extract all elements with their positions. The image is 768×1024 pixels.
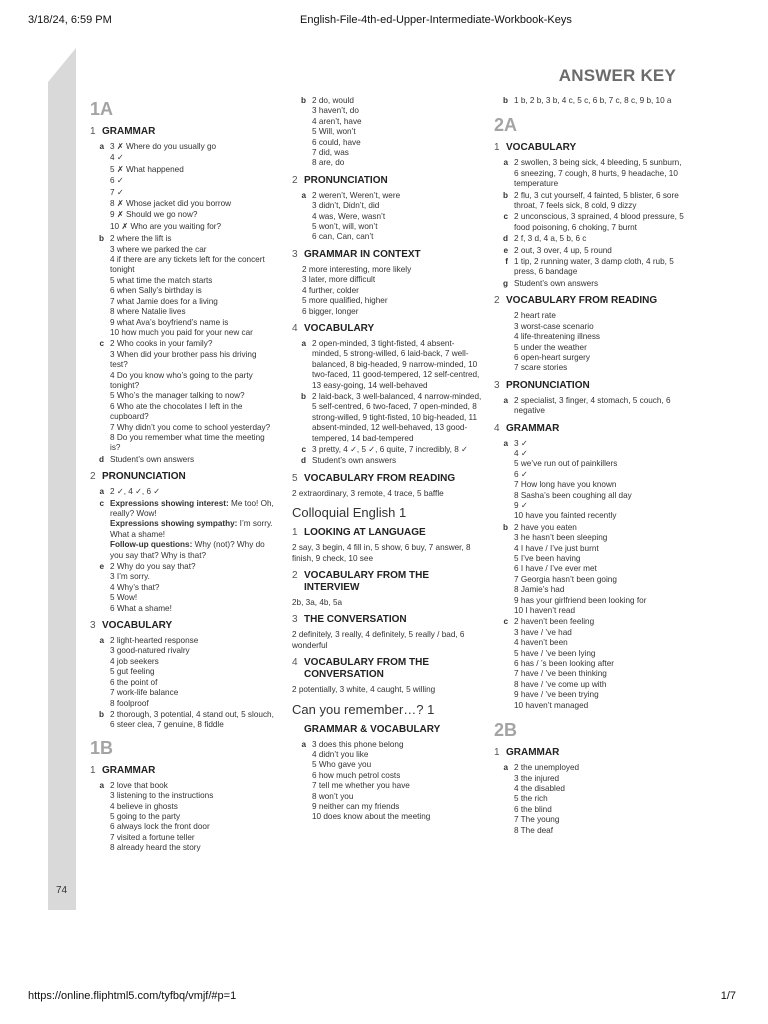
answer-line: 3 good-natured rivalry [110, 646, 190, 656]
answer-line: 6 when Sally’s birthday is [110, 286, 202, 296]
exercise-a: a 3 ✓ 4 ✓ 5 we’ve run out of painkillers 6 ✓ 7 How long have you known 8 Sasha’s been coughing all day 9 ✓ 10 have you fainted recently [494, 439, 686, 522]
answer-line: 8 are, do [312, 158, 345, 168]
answer-line: 6 Who ate the chocolates I left in the cupboard? [110, 401, 243, 422]
section-heading: 2 PRONUNCIATION [90, 471, 186, 483]
answer-line: 5 ✗ What happened [110, 164, 184, 174]
answer-line: 4 I have / I’ve just burnt [514, 543, 599, 553]
answer-line: 9 ✗ Should we go now? [110, 210, 198, 220]
answer-line: 2 love that book [110, 780, 168, 790]
exercise-a: a 2 weren’t, Weren’t, were 3 didn’t, Didn’t, did 4 was, Were, wasn’t 5 won’t, will, won’t 6 can, Can, can’t [292, 191, 482, 243]
answer-line: 5 have / ’ve been lying [514, 648, 596, 658]
answer-line: 3 he hasn’t been sleeping [514, 533, 608, 543]
answer-line: 3 When did your brother pass his driving test? [110, 349, 257, 370]
document-title: English-File-4th-ed-Upper-Intermediate-Workbook-Keys [300, 14, 572, 26]
unit-heading-2b: 2B [494, 720, 518, 741]
unit-heading-1a: 1A [90, 99, 114, 119]
answer-line: 8 The deaf [514, 825, 553, 835]
section-heading: GRAMMAR & VOCABULARY [304, 723, 441, 735]
answer-line: 2 where the lift is [110, 234, 172, 244]
answer-line: 6 open-heart surgery [514, 352, 591, 362]
exercise-a: a 3 does this phone belong 4 didn’t you like 5 Who gave you 6 how much petrol costs 7 tell me whether you have 8 won’t you 9 neither can my friends 10 does know about the meeting [292, 740, 482, 823]
answer-line: 3 haven’t, do [312, 106, 359, 116]
answer-line: 3 ✓ [514, 438, 528, 448]
answer-line: 4 ✓ [514, 448, 528, 458]
answer-line: 4 life-threatening illness [514, 332, 601, 342]
answer-line: 8 already heard the story [110, 843, 201, 853]
answer-line: 8 Jamie’s had [514, 585, 565, 595]
exercise-b: b 2 have you eaten 3 he hasn’t been sleeping 4 I have / I’ve just burnt 5 I’ve been having 6 I have / I’ve ever met 7 Georgia hasn’t been going 8 Jamie’s had 9 has your girlfriend been looking for 10 I haven’t read [494, 523, 686, 617]
answer-line: 4 didn’t you like [312, 750, 369, 760]
exercise-b: b 2 thorough, 3 potential, 4 stand out, 5 slouch, 6 steer clea, 7 genuine, 8 fiddle [98, 709, 274, 730]
section-heading: 2 VOCABULARY FROM READING [494, 295, 658, 307]
answer-line: 7 what Jamie does for a living [110, 296, 218, 306]
unit-heading-2a: 2A [494, 115, 518, 136]
answer-text: 2 potentially, 3 white, 4 caught, 5 willing [292, 685, 436, 695]
page-counter: 1/7 [720, 990, 736, 1002]
answer-line: 3 where we parked the car [110, 244, 207, 254]
answer-line: 8 foolproof [110, 698, 149, 708]
exercise-g: g Student’s own answers [502, 278, 599, 288]
answer-line: 6 the blind [514, 804, 552, 814]
answer-line: 5 gut feeling [110, 667, 155, 677]
exercise-a: a 3 ✗ Where do you usually go 4 ✓ 5 ✗ What happened 6 ✓ 7 ✓ 8 ✗ Whose jacket did you borrow 9 ✗ Should we go now? 10 ✗ Who are you waiting for? [90, 142, 275, 233]
section-heading: 2 PRONUNCIATION [292, 174, 388, 186]
answer-line: 10 ✗ Who are you waiting for? [110, 221, 222, 231]
exercise-e: e 2 Why do you say that? 3 I’m sorry. 4 Why’s that? 5 Wow! 6 What a shame! [90, 562, 275, 614]
answer-line: 5 Who gave you [312, 760, 372, 770]
answer-line: 3 does this phone belong [312, 739, 404, 749]
answer-line: 9 what Ava’s boyfriend’s name is [110, 317, 229, 327]
exercise-e: e 2 out, 3 over, 4 up, 5 round [503, 245, 612, 255]
answer-line: 5 what time the match starts [110, 275, 213, 285]
answer-line: 6 can, Can, can’t [312, 232, 374, 242]
exercise-c: c 2 haven’t been feeling 3 have / ’ve had 4 haven’t been 5 have / ’ve been lying 6 has / ’s been looking after 7 have / ’ve been thinking 8 have / ’ve come up with 9 have / ’ve been trying 10 haven’t managed [494, 617, 686, 711]
answer-line: 7 ✓ [110, 187, 124, 197]
answer-line: 6 ✓ [110, 176, 124, 186]
answer-line: 2 haven’t been feeling [514, 617, 595, 627]
document-url[interactable]: https://online.fliphtml5.com/tyfbq/vmjf/#p=1 [28, 990, 237, 1002]
answer-line: 4 job seekers [110, 656, 159, 666]
answer-line: 2 Why do you say that? [110, 562, 196, 572]
answer-line: 7 Why didn’t you come to school yesterday? [110, 422, 271, 432]
answer-line: 4 haven’t been [514, 638, 568, 648]
exercise-a: a 2 the unemployed 3 the injured 4 the disabled 5 the rich 6 the blind 7 The young 8 The deaf [494, 763, 686, 836]
answer-line: 10 how much you paid for your new car [110, 327, 253, 337]
exercise-c: c 3 pretty, 4 ✓, 5 ✓, 6 quite, 7 incredibly, 8 ✓ [301, 444, 468, 454]
section-heading: 4 VOCABULARY [292, 322, 375, 334]
answer-line: 5 the rich [514, 794, 548, 804]
column-2 [292, 96, 482, 824]
answer-line: 7 have / ’ve been thinking [514, 669, 607, 679]
answer-line: 5 won’t, will, won’t [312, 222, 378, 232]
page-margin-bar [48, 48, 76, 910]
answer-line: 5 more qualified, higher [302, 296, 388, 306]
answer-line: 4 Do you know who’s going to the party tonight? [110, 370, 253, 390]
can-you-remember-heading: Can you remember…? 1 [292, 701, 435, 717]
exercise-d: d Student’s own answers [98, 454, 195, 464]
answer-line: 6 bigger, longer [302, 306, 359, 316]
answer-line: 3 the injured [514, 773, 560, 783]
answer-line: 4 further, colder [302, 285, 359, 295]
colloquial-english-heading: Colloquial English 1 [292, 505, 407, 521]
answer-line: 4 believe in ghosts [110, 801, 178, 811]
answer-line: 4 aren’t, have [312, 116, 362, 126]
answer-line: 6 ✓ [514, 469, 528, 479]
exercise-b: b 2 where the lift is 3 where we parked the car 4 if there are any tickets left for the concert tonight 5 what time the match starts 6 when Sally’s birthday is 7 what Jamie does for a living 8 where Natalie lives 9 what Ava’s boyfriend’s name is 10 how much you paid for your new car [90, 234, 275, 338]
answer-text: 2 definitely, 3 really, 4 definitely, 5 really / bad, 6 wonderful [292, 630, 465, 650]
answer-line: 2 the unemployed [514, 763, 580, 773]
answer-line: 6 the point of [110, 677, 158, 687]
section-heading: 2 VOCABULARY FROM THE INTERVIEW [292, 570, 429, 593]
answer-line: 4 if there are any tickets left for the concert tonight [110, 255, 265, 275]
exercise-a: a 2 swollen, 3 being sick, 4 bleeding, 5 sunburn, 6 sneezing, 7 cough, 8 hurts, 9 headache, 10 temperature [503, 158, 682, 189]
answer-line: 4 ✓ [110, 153, 124, 163]
answer-line: 6 has / ’s been looking after [514, 659, 614, 669]
answer-line: 7 work-life balance [110, 688, 179, 698]
print-datetime: 3/18/24, 6:59 PM [28, 14, 112, 26]
answer-line: 8 won’t you [312, 791, 354, 801]
exercise-f: f 1 tip, 2 running water, 3 damp cloth, 4 rub, 5 press, 6 bandage [505, 257, 674, 277]
answer-line: 2 have you eaten [514, 522, 577, 532]
answer-line: 7 did, was [312, 148, 349, 158]
answer-line: 2 weren’t, Weren’t, were [312, 190, 401, 200]
answer-line: 10 does know about the meeting [312, 812, 431, 822]
exercise-a: a 2 ✓, 4 ✓, 6 ✓ [99, 487, 161, 497]
answer-line: 4 was, Were, wasn’t [312, 211, 386, 221]
answer-line: 2 heart rate [514, 311, 556, 321]
answer-line: 2 light-hearted response [110, 636, 199, 646]
exercise-a: a 2 specialist, 3 finger, 4 stomach, 5 couch, 6 negative [503, 395, 671, 416]
exercise-a: a 2 light-hearted response 3 good-natured rivalry 4 job seekers 5 gut feeling 6 the point of 7 work-life balance 8 foolproof [90, 636, 275, 709]
answer-line: 7 scare stories [514, 363, 568, 373]
answer-line: 6 What a shame! [110, 603, 172, 613]
answer-line: 7 How long have you known [514, 480, 617, 490]
section-heading: 4 VOCABULARY FROM THE CONVERSATION [292, 657, 429, 681]
column-1 [90, 96, 275, 855]
exercise-b: b 2 laid-back, 3 well-balanced, 4 narrow-minded, 5 self-centred, 6 two-faced, 7 open-minded, 8 strong-willed, 9 tight-fisted, 10 big-headed, 11 absent-minded, 12 well-behaved, 13 good-tempered, 14 bad-tempered [300, 391, 482, 443]
answer-line: 4 the disabled [514, 783, 565, 793]
exercise-c: c 2 unconscious, 3 sprained, 4 blood pressure, 5 food poisoning, 6 choking, 7 burnt [503, 212, 684, 232]
answer-key-title: ANSWER KEY [558, 66, 676, 85]
answer-text: 2b, 3a, 4b, 5a [292, 598, 343, 607]
exercise-d: d 2 f, 3 d, 4 a, 5 b, 6 c [502, 234, 587, 244]
answer-line: 8 where Natalie lives [110, 307, 186, 317]
answer-line: 3 ✗ Where do you usually go [110, 142, 217, 151]
unit-heading-1b: 1B [90, 737, 114, 758]
answer-line: 5 going to the party [110, 811, 181, 821]
answer-line: 5 we’ve run out of painkillers [514, 459, 618, 469]
answer-line: 5 Who’s the manager talking to now? [110, 391, 245, 401]
answer-line: 9 have / ’ve been trying [514, 690, 599, 700]
answer-line: 5 I’ve been having [514, 554, 581, 563]
answer-line: 4 Why’s that? [110, 582, 160, 592]
answer-text: 2 extraordinary, 3 remote, 4 trace, 5 baffle [292, 488, 444, 498]
answer-line: 10 have you fainted recently [514, 511, 617, 521]
exercise-a: a 2 love that book 3 listening to the instructions 4 believe in ghosts 5 going to the party 6 always lock the front door 7 visited a fortune teller 8 already heard the story [90, 781, 275, 854]
answer-line: 7 The young [514, 815, 560, 825]
answer-line: 6 could, have [312, 137, 361, 147]
section-heading: 1 VOCABULARY [494, 142, 577, 154]
exercise-d: d Student’s own answers [300, 456, 397, 466]
answer-line: 3 worst-case scenario [514, 321, 594, 331]
answer-line: 2 more interesting, more likely [302, 264, 412, 274]
section-heading: 5 VOCABULARY FROM READING [292, 472, 456, 484]
section-heading: 1 GRAMMAR [90, 764, 156, 776]
answer-line: 8 Do you remember what time the meeting is? [110, 432, 265, 453]
section-heading: 1 LOOKING AT LANGUAGE [292, 527, 426, 539]
answer-line: 5 Will, won’t [312, 127, 356, 137]
answer-line: 7 Georgia hasn’t been going [514, 574, 617, 584]
answer-line: 3 later, more difficult [302, 275, 376, 285]
exercise-a: a 2 open-minded, 3 tight-fisted, 4 absent-minded, 5 strong-willed, 6 laid-back, 7 well-balanced, 8 big-headed, 9 narrow-minded, 10 two-faced, 11 good-tempered, 12 self-centred, 13 easy-going, 14 well-behaved [301, 338, 480, 390]
answer-line: 6 I have / I’ve ever met [514, 564, 597, 574]
answer-line: 10 haven’t managed [514, 700, 589, 710]
answer-list [292, 265, 482, 317]
answer-line: 9 neither can my friends [312, 802, 400, 812]
answer-line: 5 Wow! [110, 593, 138, 603]
answer-line: 8 ✗ Whose jacket did you borrow [110, 199, 232, 209]
exercise-c: c 2 Who cooks in your family? 3 When did your brother pass his driving test? 4 Do you know who’s going to the party tonight? 5 Who’s the manager talking to now? 6 Who ate the chocolates I left in the cupboard? 7 Why didn’t you come to school yesterday? 8 Do you remember what time the meeting is? [90, 339, 275, 453]
answer-list [494, 311, 686, 373]
section-heading: 1 GRAMMAR [90, 126, 156, 137]
answer-line: 6 how much petrol costs [312, 770, 401, 780]
exercise-b: b 2 flu, 3 cut yourself, 4 fainted, 5 blister, 6 sore throat, 7 feels sick, 8 cold, 9 dizzy [502, 190, 679, 211]
answer-line: 2 do, would [312, 96, 354, 105]
answer-line: 5 under the weather [514, 342, 587, 352]
section-heading: 4 GRAMMAR [494, 422, 560, 434]
answer-text: 2 say, 3 begin, 4 fill in, 5 show, 6 buy, 7 answer, 8 finish, 9 check, 10 see [292, 543, 471, 563]
answer-line: 2 Who cooks in your family? [110, 339, 213, 349]
section-heading: 3 VOCABULARY [90, 620, 173, 632]
answer-line: 9 ✓ [514, 500, 528, 510]
answer-line: 3 didn’t, Didn’t, did [312, 201, 380, 211]
column-3 [494, 96, 686, 837]
section-heading: 3 GRAMMAR IN CONTEXT [292, 248, 421, 260]
exercise-c: c Expressions showing interest: Me too! Oh, really? Wow! Expressions showing sympathy: I’m sorry. What a shame! Follow-up questions: Why (not)? Why do you say that? Why is that? [99, 498, 274, 560]
exercise-b: b 2 do, would 3 haven’t, do 4 aren’t, have 5 Will, won’t 6 could, have 7 did, was 8 are, do [292, 96, 482, 169]
section-heading: 3 PRONUNCIATION [494, 379, 590, 391]
exercise-b: b 1 b, 2 b, 3 b, 4 c, 5 c, 6 b, 7 c, 8 c, 9 b, 10 a [502, 96, 672, 105]
answer-line: 3 I’m sorry. [110, 572, 150, 582]
answer-line: 7 visited a fortune teller [110, 832, 195, 842]
answer-line: 8 have / ’ve come up with [514, 679, 607, 689]
section-heading: 3 THE CONVERSATION [292, 614, 407, 626]
answer-line: 3 have / ’ve had [514, 627, 572, 637]
answer-line: 9 has your girlfriend been looking for [514, 595, 647, 605]
answer-line: 7 tell me whether you have [312, 781, 410, 791]
answer-line: 8 Sasha’s been coughing all day [514, 490, 632, 500]
answer-line: 10 I haven’t read [514, 606, 575, 616]
section-heading: 1 GRAMMAR [494, 747, 560, 759]
answer-line: 3 listening to the instructions [110, 791, 214, 801]
page-margin-corner [48, 48, 76, 82]
page-number: 74 [56, 885, 68, 896]
answer-line: 6 always lock the front door [110, 822, 210, 832]
